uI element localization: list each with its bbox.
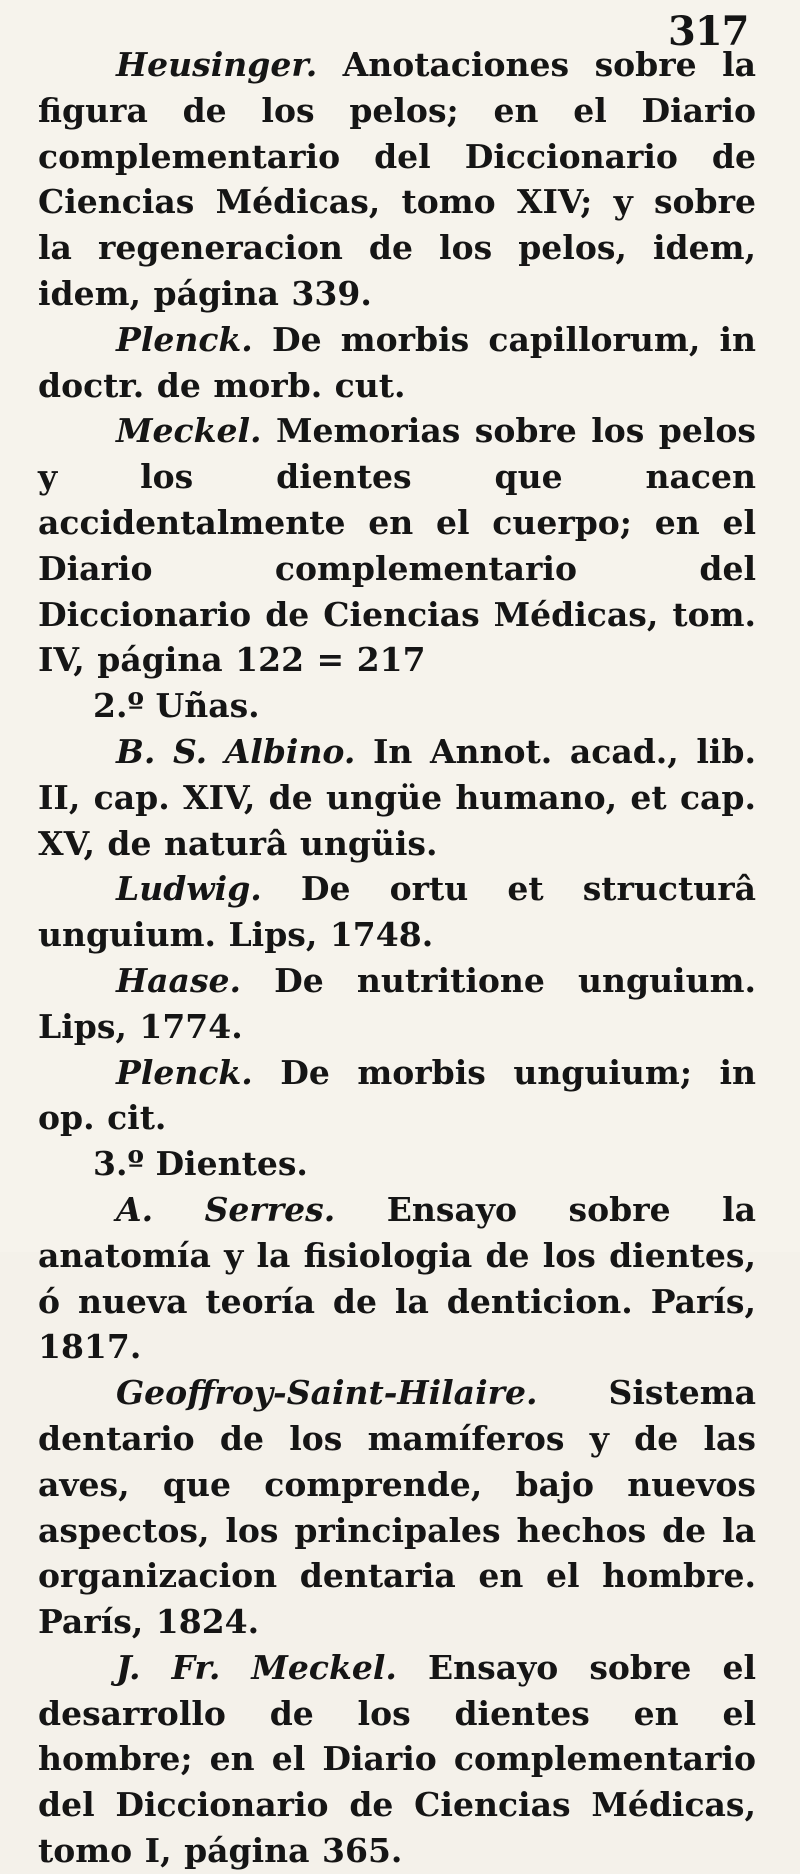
bibliography-entry xyxy=(38,1187,756,1370)
entry-author: Plenck. xyxy=(116,1052,253,1092)
entry-text: Sistema dentario de los mamíferos y de las aves, que comprende, bajo nuevos aspectos, los principales hechos de la organizacion dentaria en el hombre. París, 1824. xyxy=(38,1373,756,1642)
entry-author: J. Fr. Meckel. xyxy=(116,1647,397,1687)
entry-author: Geoffroy-Saint-Hilaire. xyxy=(116,1373,538,1413)
bibliography-entry xyxy=(38,408,756,683)
page-number: 317 xyxy=(668,8,749,55)
entry-text: In Annot. acad., lib. II, cap. XIV, de ungüe humano, et cap. XV, de naturâ ungüis. xyxy=(38,731,756,863)
section-heading: 2.º Uñas. xyxy=(93,686,260,726)
entry-author: Heusinger. xyxy=(116,45,318,84)
entry-text: De nutritione unguium. Lips, 1774. xyxy=(38,960,756,1046)
entry-author: B. S. Albino. xyxy=(116,731,356,771)
entry-author: Meckel. xyxy=(116,411,262,451)
bibliography-text xyxy=(38,42,756,1874)
bibliography-entry xyxy=(38,866,756,958)
entry-author: Ludwig. xyxy=(116,869,262,909)
entry-author: Haase. xyxy=(116,960,242,1000)
bibliography-entry xyxy=(38,1645,756,1874)
entry-author: Plenck. xyxy=(116,319,253,359)
entry-text: Ensayo sobre la anatomía y la fisiologia de los dientes, ó nueva teoría de la denticion. París, 1817. xyxy=(38,1189,756,1367)
entry-text: Ensayo sobre el desarrollo de los dientes en el hombre; en el Diario complementario del Diccionario de Ciencias Médicas, tomo I, página 365. xyxy=(38,1647,756,1871)
bibliography-entry xyxy=(38,958,756,1050)
bibliography-entry xyxy=(38,1050,756,1142)
entry-text: Memorias sobre los pelos y los dientes que nacen accidentalmente en el cuerpo; en el Diario complementario del Diccionario de Ciencias Médicas, tom. IV, página 122 = 217 xyxy=(38,411,756,680)
entry-text: De morbis capillorum, in doctr. de morb. cut. xyxy=(38,319,756,405)
bibliography-entry xyxy=(38,729,756,866)
section-heading: 3.º Dientes. xyxy=(93,1144,308,1184)
entry-text: Anotaciones sobre la figura de los pelos; en el Diario complementario del Diccionario de Ciencias Médicas, tomo XIV; y sobre la regeneracion de los pelos, idem, idem, página 339. xyxy=(38,45,756,313)
bibliography-entry xyxy=(38,1370,756,1645)
bibliography-entry xyxy=(38,42,756,317)
entry-author: A. Serres. xyxy=(116,1189,336,1229)
bibliography-entry xyxy=(38,317,756,409)
entry-text: De ortu et structurâ unguium. Lips, 1748. xyxy=(38,869,756,955)
entry-text: De morbis unguium; in op. cit. xyxy=(38,1052,756,1138)
